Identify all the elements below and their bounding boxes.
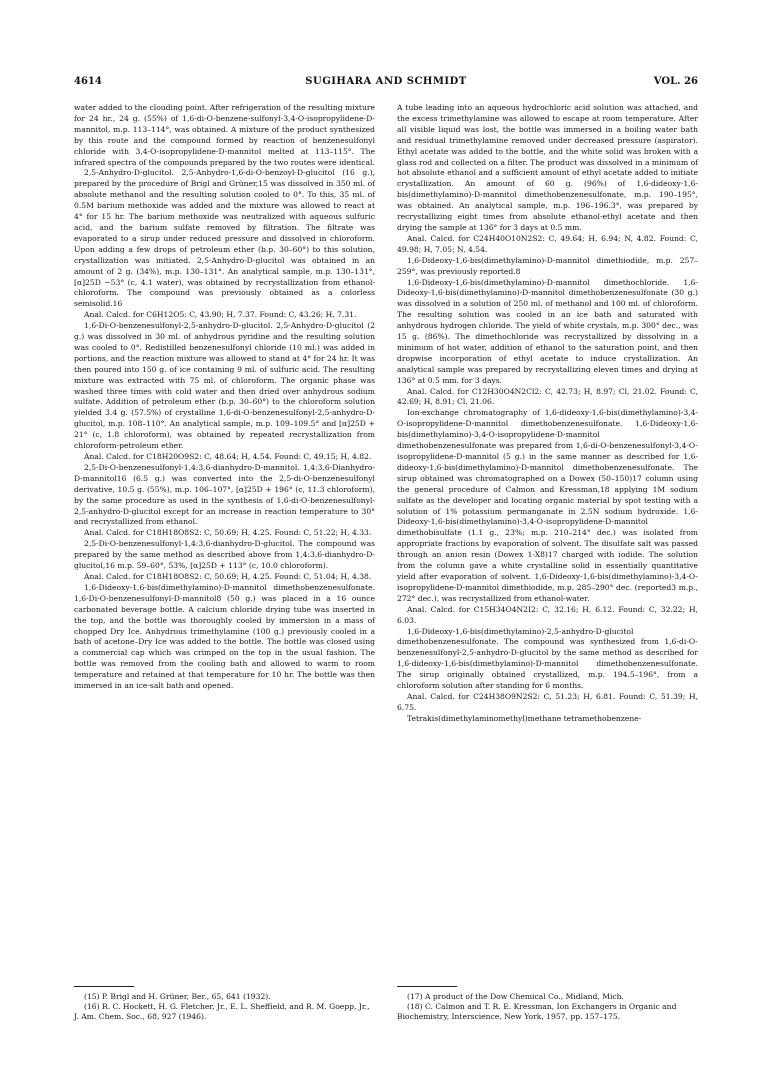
paragraph: Anal. Calcd. for C18H20O9S2: C, 48.64; H, 4.54. Found: C, 49.15; H, 4.82. [84,452,372,461]
footnotes-right [397,992,698,1023]
right-column [397,103,698,725]
running-title: SUGIHARA AND SCHMIDT [305,76,467,87]
footnote: (17) A product of the Dow Chemical Co., Midland, Mich. [407,992,624,1001]
paragraph: Anal. Calcd. for C18H18O8S2: C, 50.69; H, 4.25. Found: C, 51.22; H, 4.33. [84,528,372,538]
paragraph: 1,6-Dideoxy-1,6-bis(dimethylamino)-D-mannitol dimethobenzenesulfonate. 1,6-Di-O-benzenesulfonyl-D-mannitol8 (50 g.) was placed in a 16 ounce carbonated beverage bottle. A calcium chloride drying tube was inserted in the top, and the bottle was thoroughly cooled by immersion in a mass of chopped Dry Ice. Anhydrous trimethylamine (100 g.) previously cooled in a bath of acetone–Dry Ice was added to the bottle. The bottle was closed using a commercial cap which was crimped on the top in the usual fashion. The bottle was removed from the cooling bath and allowed to warm to room temperature and retained at that temperature for 10 hr. The bottle was then immersed in an ice-salt bath and opened. [74,582,375,691]
paragraph: Anal. Calcd. for C24H40O10N2S2: C, 49.64; H, 6.94; N, 4.82. Found: C, 49.98; H, 7.05; N, 4.54. [397,233,698,254]
paragraph: 2,5-Anhydro-D-glucitol. 2,5-Anhydro-1,6-di-O-benzoyl-D-glucitol (16 g.), prepared by the procedure of Brigl and Grüner,15 was dissolved in 350 ml. of absolute methanol and the resulting solution cooled to 0°. To this, 35 ml. of 0.5M barium methoxide was added and the mixture was allowed to react at 4° for 15 hr. The barium methoxide was neutralized with aqueous sulfuric acid, and the barium sulfate removed by filtration. The filtrate was evaporated to a sirup under reduced pressure and dissolved in chloroform. Upon adding a few drops of petroleum ether (b.p. 30–60°) to this solution, crystallization was initiated. 2,5-Anhydro-D-glucitol was obtained in an amount of 2 g. (34%), m.p. 130–131°. An analytical sample, m.p. 130–131°, [α]25D −53° (c, 4.1 water), was obtained by recrystallization from ethanol-chloroform. The compound was previously obtained as a colorless semisolid.16 [74,168,375,309]
footnote: (15) P. Brigl and H. Grüner, Ber., 65, 641 (1932). [84,992,271,1001]
left-column [74,103,375,692]
footnote: (18) C. Calmon and T. R. E. Kressman, Ion Exchangers in Organic and Biochemistry, Interscience, New York, 1957, pp. 157–175. [397,1002,677,1022]
paragraph: Anal. Calcd. for C12H30O4N2Cl2: C, 42.73; H, 8.97; Cl, 21.02. Found: C, 42.69; H, 8.91; Cl, 21.06. [397,386,698,407]
paragraph: Tetrakis(dimethylaminomethyl)methane tetramethobenzene- [407,713,642,723]
paragraph: A tube leading into an aqueous hydrochloric acid solution was attached, and the excess trimethylamine was allowed to escape at room temperature. After all visible liquid was lost, the bottle was immersed in a boiling water bath and residual trimethylamine removed under decreased pressure (aspirator). Ethyl acetate was added to the bottle, and the white solid was broken with a glass rod and collected on a filter. The product was dissolved in a minimum of hot absolute ethanol and a sufficient amount of ethyl acetate added to initiate crystallization. An amount of 60 g. (96%) of 1,6-dideoxy-1,6-bis(dimethylamino)-D-mannitol dimethobenzenesulfonate, m.p. 190–195°, was obtained. An analytical sample, m.p. 196–196.3°, was prepared by recrystallizing eight times from absolute ethanol-ethyl acetate and then drying the sample at 136° for 3 days at 0.5 mm. [397,103,698,232]
paragraph: Anal. Calcd. for C24H38O9N2S2: C, 51.23; H, 6.81. Found: C, 51.39; H, 6.75. [397,691,698,712]
volume-label: VOL. 26 [653,76,698,87]
paragraph: 1,6-Di-O-benzenesulfonyl-2,5-anhydro-D-glucitol. 2,5-Anhydro-D-glucitol (2 g.) was dissolved in 30 ml. of anhydrous pyridine and the resulting solution was cooled to 0°. Redistilled benzenesulfonyl chloride (10 ml.) was added in portions, and the reaction mixture was allowed to stand at 4° for 24 hr. It was then poured into 150 g. of ice containing 9 ml. of sulfuric acid. The resulting mixture was extracted with 75 ml. of chloroform. The organic phase was washed three times with cold water and then dried over anhydrous sodium sulfate. Addition of petroleum ether (b.p. 30–60°) to the chloroform solution yielded 3.4 g. (57.5%) of crystalline 1,6-di-O-benzenesulfonyl-2,5-anhydro-D-glucitol, m.p. 108–110°. An analytical sample, m.p. 109–109.5° and [α]25D + 21° (c, 1.8 chloroform), was obtained by repeated recrystallization from chloroform-petroleum ether. [74,321,375,451]
paragraph: Anal. Calcd. for C6H12O5: C, 43.90; H, 7.37. Found: C, 43.26; H, 7.31. [84,310,357,320]
footnote: (16) R. C. Hockett, H. G. Fletcher, Jr., E. L. Sheffield, and R. M. Goepp, Jr., J. Am. Chem. Soc., 68, 927 (1946). [74,1002,370,1022]
paragraph: Anal. Calcd. for C15H34O4N2I2: C, 32.16; H, 6.12. Found: C, 32.22; H, 6.03. [397,604,698,625]
footnote-rule [397,986,457,987]
paragraph: 2,5-Di-O-benzenesulfonyl-1,4:3,6-dianhydro-D-mannitol. 1,4:3,6-Dianhydro-D-mannitol16 (6.5 g.) was converted into the 2,5-di-O-benzenesulfonyl derivative, 10.5 g. (55%), m.p. 106–107°, [α]25D + 196° (c, 11.3 chloroform), by the same procedure as used in the synthesis of 1,6-di-O-benzenesulfonyl-2,5-anhydro-D-glucitol except for an increase in reaction temperature to 30° and recrystallized from ethanol. [74,462,375,527]
paragraph: 2,5-Di-O-benzenesulfonyl-1,4:3,6-dianhydro-D-glucitol. The compound was prepared by the same method as described above from 1,4:3,6-dianhydro-D-glucitol,16 m.p. 59–60°, 53%, [α]25D + 113° (c, 10.0 chloroform). [74,539,375,571]
paragraph: 1,6-Dideoxy-1,6-bis(dimethylamino)-D-mannitol dimethiodide, m.p. 257–259°, was previously reported.8 [397,255,698,276]
paragraph: Ion-exchange chromatography of 1,6-dideoxy-1,6-bis(dimethylamino)-3,4-O-isopropylidene-D-mannitol dimethobenzenesulfonate. 1,6-Dideoxy-1,6-bis(dimethylamino)-3,4-O-isopropylidene-D-mannitol dimethobenzenesulfonate was prepared from 1,6-di-O-benzenesulfonyl-3,4-O-isopropylidene-D-mannitol (5 g.) in the same manner as described for 1,6-dideoxy-1,6-bis(dimethylamino)-D-mannitol dimethobenzenesulfonate. The sirup obtained was chromatographed on a Dowex (50–150)17 column using the general procedure of Calmon and Kressman,18 applying 1M sodium sulfate as the developer and locating organic material by spot testing with a solution of 1% potassium permanganate in 2.5N sodium hydroxide. 1,6-Dideoxy-1,6-bis(dimethylamino)-3,4-O-isopropylidene-D-mannitol dimethobisulfate (1.1 g., 23%; m.p. 210–214° dec.) was isolated from appropriate fractions by evaporation of solvent. The disulfate salt was passed through an anion resin (Dowex 1-X8)17 charged with iodide. The solution from the column gave a white crystalline solid in essentially quantitative yield after evaporation of solvent. 1,6-Dideoxy-1,6-bis(dimethylamino)-3,4-O-isopropylidene-D-mannitol dimethiodide, m.p. 285–290° dec. (reported3 m.p., 272° dec.), was recrystallized from ethanol-water. [397,408,698,603]
paragraph: 1,6-Dideoxy-1,6-bis(dimethylamino)-D-mannitol dimethochloride. 1,6-Dideoxy-1,6-bis(dimethylamino)-D-mannitol dimethobenzenesulfonate (30 g.) was dissolved in a solution of 250 ml. of methanol and 100 ml. of chloroform. The resulting solution was cooled in an ice bath and saturated with anhydrous hydrogen chloride. The yield of white crystals, m.p. 300° dec., was 15 g. (86%). The dimethochloride was recrystallized by dissolving in a minimum of hot water, addition of ethanol to the saturation point, and then dropwise incorporation of ethyl acetate to induce crystallization. An analytical sample was prepared by recrystallizing eleven times and drying at 136° at 0.5 mm. for 3 days. [397,277,698,385]
paragraph: water added to the clouding point. After refrigeration of the resulting mixture for 24 hr., 24 g. (55%) of 1,6-di-O-benzene-sulfonyl-3,4-O-isopropylidene-D-mannitol, m.p. 113–114°, was obtained. A mixture of the product synthesized by this route and the compound formed by reaction of benzenesulfonyl chloride with 3,4-O-isopropylidene-D-mannitol melted at 113–115°. The infrared spectra of the compounds prepared by the two routes were identical. [74,103,375,167]
footnote-rule [74,986,134,987]
page-header [74,76,698,90]
page-number: 4614 [74,76,102,87]
footnotes-left [74,992,375,1023]
paragraph: 1,6-Dideoxy-1,6-bis(dimethylamino)-2,5-anhydro-D-glucitol dimethobenzenesulfonate. The compound was synthesized from 1,6-di-O-benzenesulfonyl-2,5-anhydro-D-glucitol by the same method as described for 1,6-dideoxy-1,6-bis(dimethylamino)-D-mannitol dimethobenzenesulfonate. The sirup originally obtained crystallized, m.p. 194.5–196°, from a chloroform solution after standing for 6 months. [397,626,698,691]
paragraph: Anal. Calcd. for C18H18O8S2: C, 50.69; H, 4.25. Found: C, 51.04; H, 4.38. [84,571,372,581]
